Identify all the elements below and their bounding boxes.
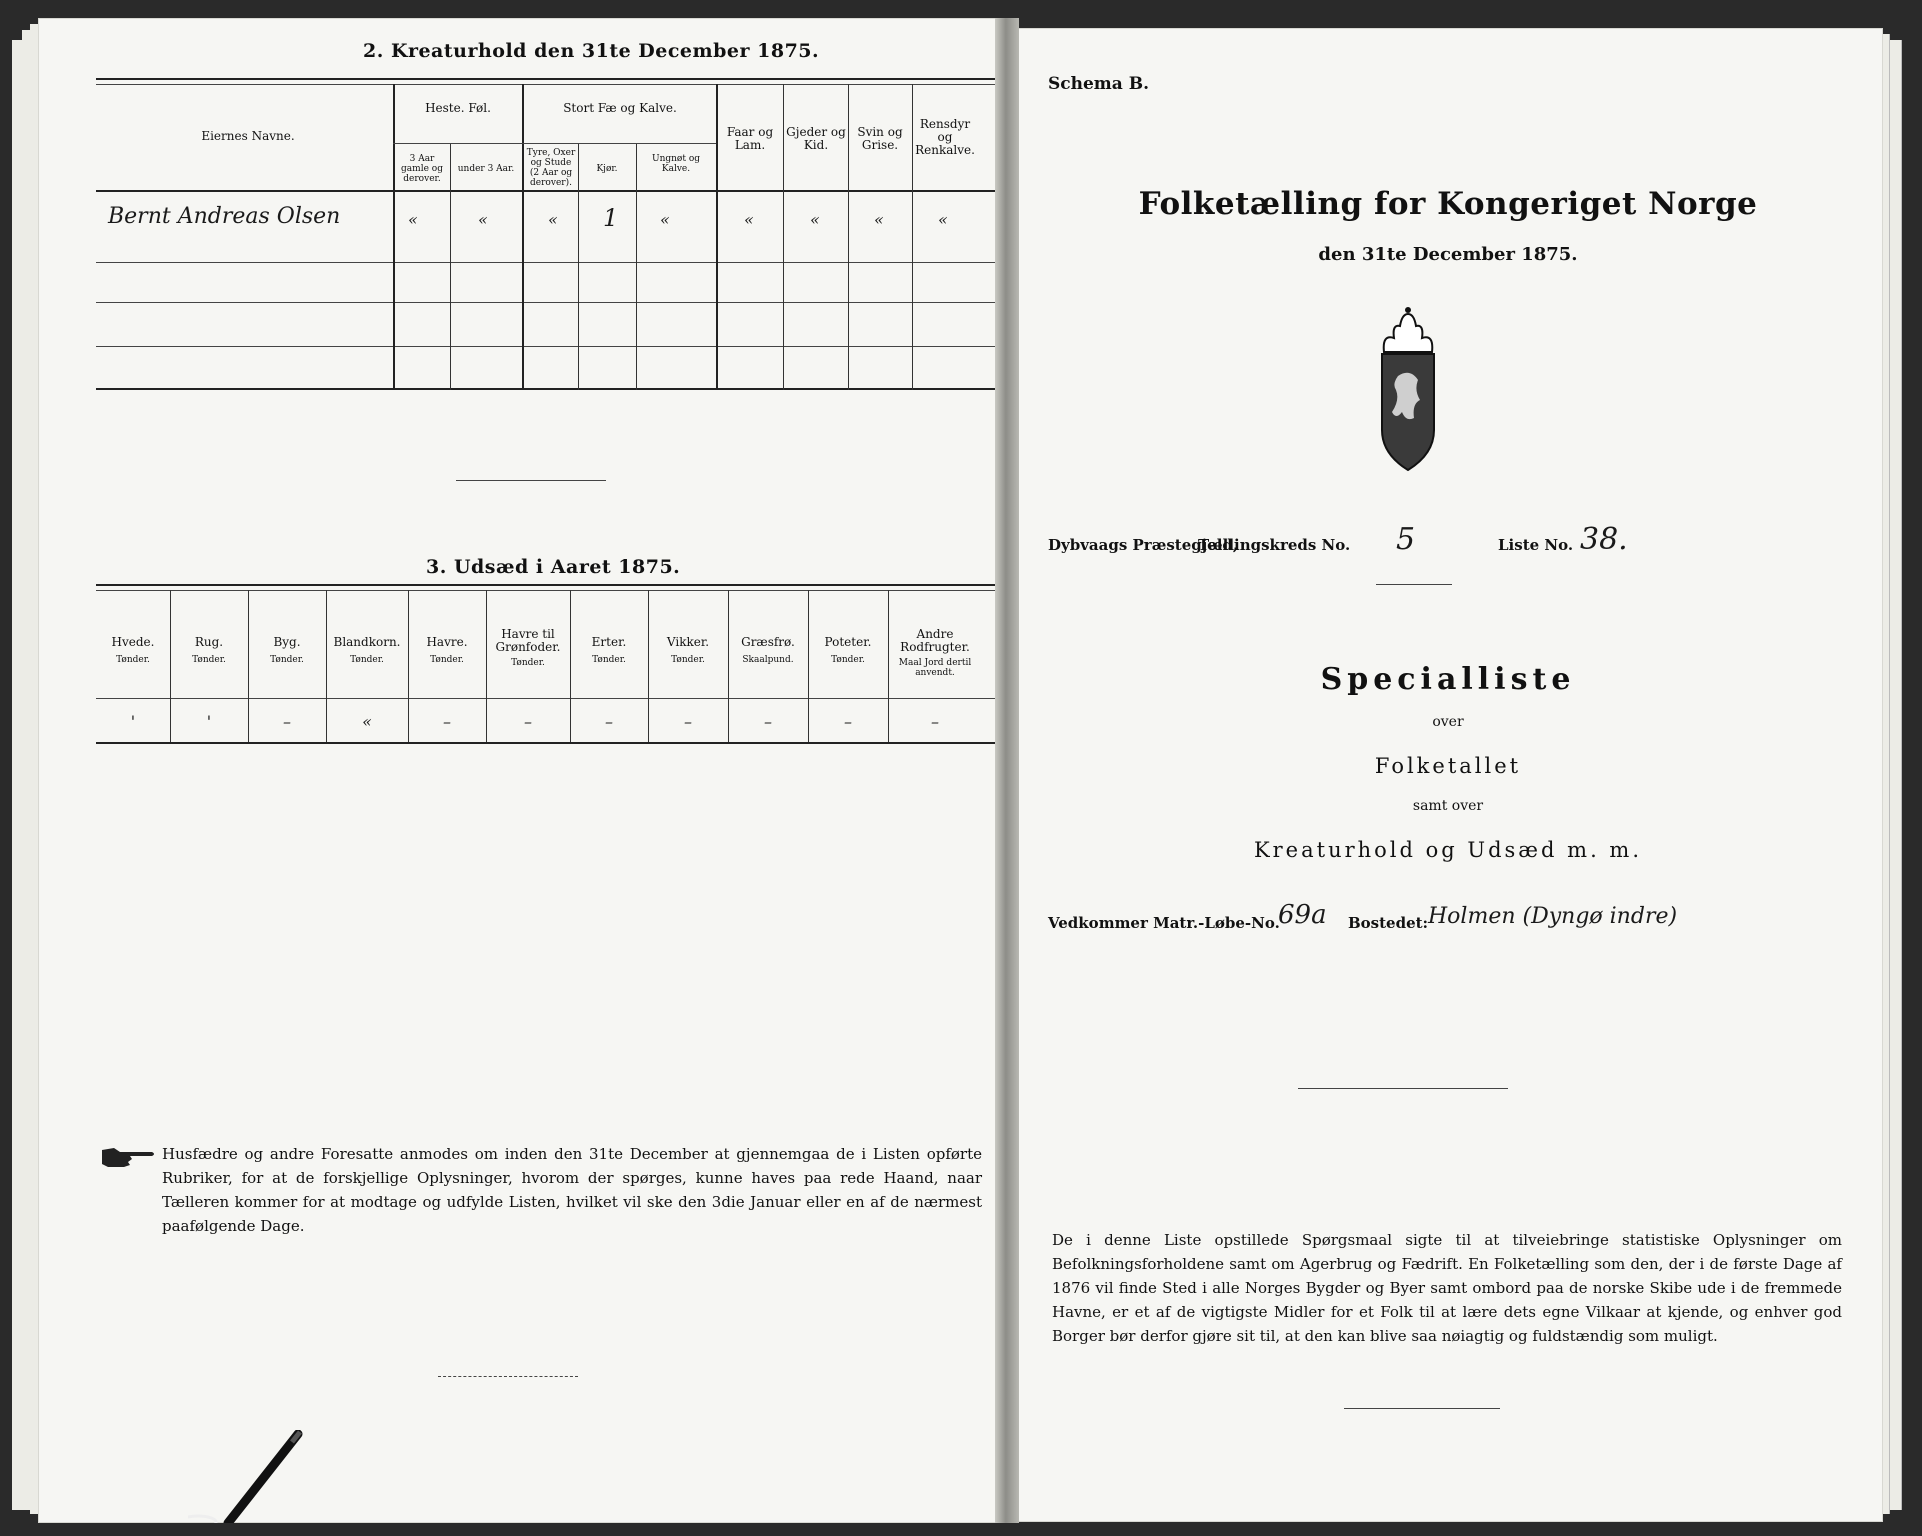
matr-value: 69a [1278, 900, 1327, 930]
info-paragraph: De i denne Liste opstillede Spørgsmaal sigte til at tilveiebringe statistiske Oplysninger om Befolkningsforholdene samt om Agerbrug og Fædrift. En Folketælling som den, der i de første Dage af 1876 vil finde Sted i alle Norges Bygder og Byer samt ombord paa de norske Skibe ude i de fremmede Havne, er et af de vigtigste Midler for et Folk til at lære dets egne Vilkaar at kjende, og enhver god Borger bør derfor gjøre sit til, at den kan blive saa nøiagtig og fuldstændig som muligt. [1052, 1231, 1842, 1345]
kreds-label: Tællingskreds No. [1198, 536, 1351, 554]
col-faar: Faar og Lam. [726, 125, 774, 152]
notice-paragraph: Husfædre og andre Foresatte anmodes om inden den 31te December at gjennemgaa de i Listen opførte Rubriker, for at de forskjellige Oplysninger, hvorom der spørges, kunne haves paa rede Haand, naar Tælleren kommer for at modtage og udfylde Listen, hvilket vil ske den 3die Januar eller en af de nærmest paafølgende Dage. [162, 1145, 982, 1235]
table-cell: ' [130, 712, 136, 731]
liste-label: Liste No. [1498, 536, 1574, 554]
col-unit: Tønder. [192, 655, 226, 665]
table-column-rule [648, 590, 649, 742]
pencil-icon [188, 1430, 308, 1523]
table2-heading: 2. Kreaturhold den 31te December 1875. [363, 40, 820, 62]
table-rule [96, 584, 1016, 586]
main-date: den 31te December 1875. [1318, 244, 1578, 265]
table-column-rule [326, 590, 327, 742]
table-cell: – [443, 712, 451, 731]
col-gjeder: Gjeder og Kid. [786, 125, 846, 152]
table-column-rule [570, 590, 571, 742]
col-unit: Tønder. [511, 658, 545, 668]
table-cell: – [764, 712, 772, 731]
col-name: Vikker. [666, 635, 710, 649]
table-rule [96, 388, 1016, 390]
table-cell: « [660, 210, 670, 229]
col-byg [250, 636, 324, 665]
table-column-rule [808, 590, 809, 742]
table-rule [96, 698, 1016, 699]
table-rule [96, 742, 1016, 744]
table-column-rule [408, 590, 409, 742]
table-cell: « [938, 210, 948, 229]
col-unit: Tønder. [430, 655, 464, 665]
col-graesfro [730, 636, 806, 665]
table-column-rule [522, 84, 524, 390]
right-page [1008, 28, 1883, 1522]
col-unit: Tønder. [350, 655, 384, 665]
col-svin: Svin og Grise. [857, 125, 903, 152]
heste-group-header: Heste. Føl. [425, 101, 491, 115]
table-column-rule [716, 84, 718, 390]
samt-over-label: samt over [1412, 798, 1484, 814]
table-cell: – [283, 712, 291, 731]
col-name: Havre. [426, 635, 468, 649]
liste-value: 38. [1580, 522, 1628, 557]
table-cell: ' [206, 712, 212, 731]
col-name: Græsfrø. [741, 635, 795, 649]
table-column-rule [783, 84, 784, 390]
col-name: Rug. [194, 635, 224, 649]
table-rule [96, 262, 1016, 263]
table-cell: « [408, 210, 418, 229]
col-vikker [650, 636, 726, 665]
table-cell: « [744, 210, 754, 229]
table-column-rule [393, 84, 395, 390]
table-rule [96, 78, 1016, 80]
col-unit: Maal Jord dertil anvendt. [898, 658, 972, 678]
table-column-rule [248, 590, 249, 742]
matr-label: Vedkommer Matr.-Løbe-No. [1048, 914, 1280, 932]
col-andre-rodfrugter [890, 628, 980, 678]
col-unit: Skaalpund. [742, 655, 794, 665]
col-name: Erter. [591, 635, 627, 649]
owner-name-entry: Bernt Andreas Olsen [108, 204, 341, 229]
col-rug [172, 636, 246, 665]
table-rule [393, 143, 716, 144]
col-erter [572, 636, 646, 665]
col-unit: Tønder. [831, 655, 865, 665]
pointing-hand-icon [100, 1144, 158, 1170]
table-cell: « [874, 210, 884, 229]
divider [1376, 584, 1452, 585]
col-havre [410, 636, 484, 665]
left-page [38, 18, 1013, 1523]
bosted-label: Bostedet: [1348, 914, 1429, 932]
owner-column-header: Eiernes Navne. [201, 129, 295, 143]
divider [1298, 1088, 1508, 1089]
col-blandkorn [328, 636, 406, 665]
table3-heading: 3. Udsæd i Aaret 1875. [426, 556, 681, 578]
table-rule [96, 346, 1016, 347]
table-cell: 1 [603, 204, 619, 232]
special-title: Specialliste [1320, 662, 1576, 697]
table-column-rule [912, 84, 913, 390]
col-poteter [810, 636, 886, 665]
col-unit: Tønder. [116, 655, 150, 665]
table-cell: – [605, 712, 613, 731]
divider [1344, 1408, 1500, 1409]
table-cell: « [362, 712, 372, 731]
divider [456, 480, 606, 481]
table-cell: « [810, 210, 820, 229]
col-heste-under3: under 3 Aar. [457, 164, 515, 174]
col-havre-gronfoder [488, 628, 568, 668]
col-kjor: Kjør. [596, 164, 618, 174]
book-gutter [995, 18, 1019, 1523]
divider [438, 1376, 578, 1377]
col-name: Havre til Grønfoder. [495, 627, 561, 654]
col-unit: Tønder. [270, 655, 304, 665]
table-cell: – [524, 712, 532, 731]
col-name: Byg. [273, 635, 301, 649]
table-rule [96, 190, 1016, 192]
col-unit: Tønder. [592, 655, 626, 665]
col-name: Hvede. [111, 635, 155, 649]
col-rensdyr: Rensdyr og Renkalve. [915, 117, 975, 157]
col-heste-3aar: 3 Aar gamle og derover. [401, 154, 443, 184]
over-label: over [1432, 714, 1464, 730]
table-column-rule [848, 84, 849, 390]
table-cell: « [548, 210, 558, 229]
coat-of-arms-icon [1368, 304, 1448, 474]
col-tyre: Tyre, Oxer og Stude (2 Aar og derover). [526, 148, 576, 188]
table-column-rule [728, 590, 729, 742]
table-column-rule [636, 143, 637, 390]
table-rule [96, 84, 1016, 85]
schema-label: Schema B. [1048, 74, 1150, 94]
table-column-rule [578, 143, 579, 390]
col-name: Blandkorn. [333, 635, 401, 649]
col-unit: Tønder. [671, 655, 705, 665]
bosted-value: Holmen (Dyngø indre) [1428, 904, 1678, 929]
table-cell: – [684, 712, 692, 731]
col-name: Poteter. [824, 635, 872, 649]
table-rule [96, 590, 1016, 591]
kreds-value: 5 [1396, 522, 1416, 557]
table-column-rule [888, 590, 889, 742]
stort-fae-group-header: Stort Fæ og Kalve. [563, 101, 677, 115]
table-rule [96, 302, 1016, 303]
table-cell: – [844, 712, 852, 731]
col-ungnot: Ungnøt og Kalve. [651, 154, 700, 174]
col-name: Andre Rodfrugter. [900, 627, 970, 654]
folketallet-label: Folketallet [1374, 754, 1522, 778]
kreaturhold-label: Kreaturhold og Udsæd m. m. [1253, 838, 1643, 862]
table-column-rule [450, 143, 451, 390]
table-column-rule [170, 590, 171, 742]
table-column-rule [486, 590, 487, 742]
table-cell: « [478, 210, 488, 229]
main-title: Folketælling for Kongeriget Norge [1138, 186, 1758, 222]
prestegjeld-label: Dybvaags Præstegjeld, [1048, 536, 1239, 554]
col-hvede [98, 636, 168, 665]
table-cell: – [931, 712, 939, 731]
